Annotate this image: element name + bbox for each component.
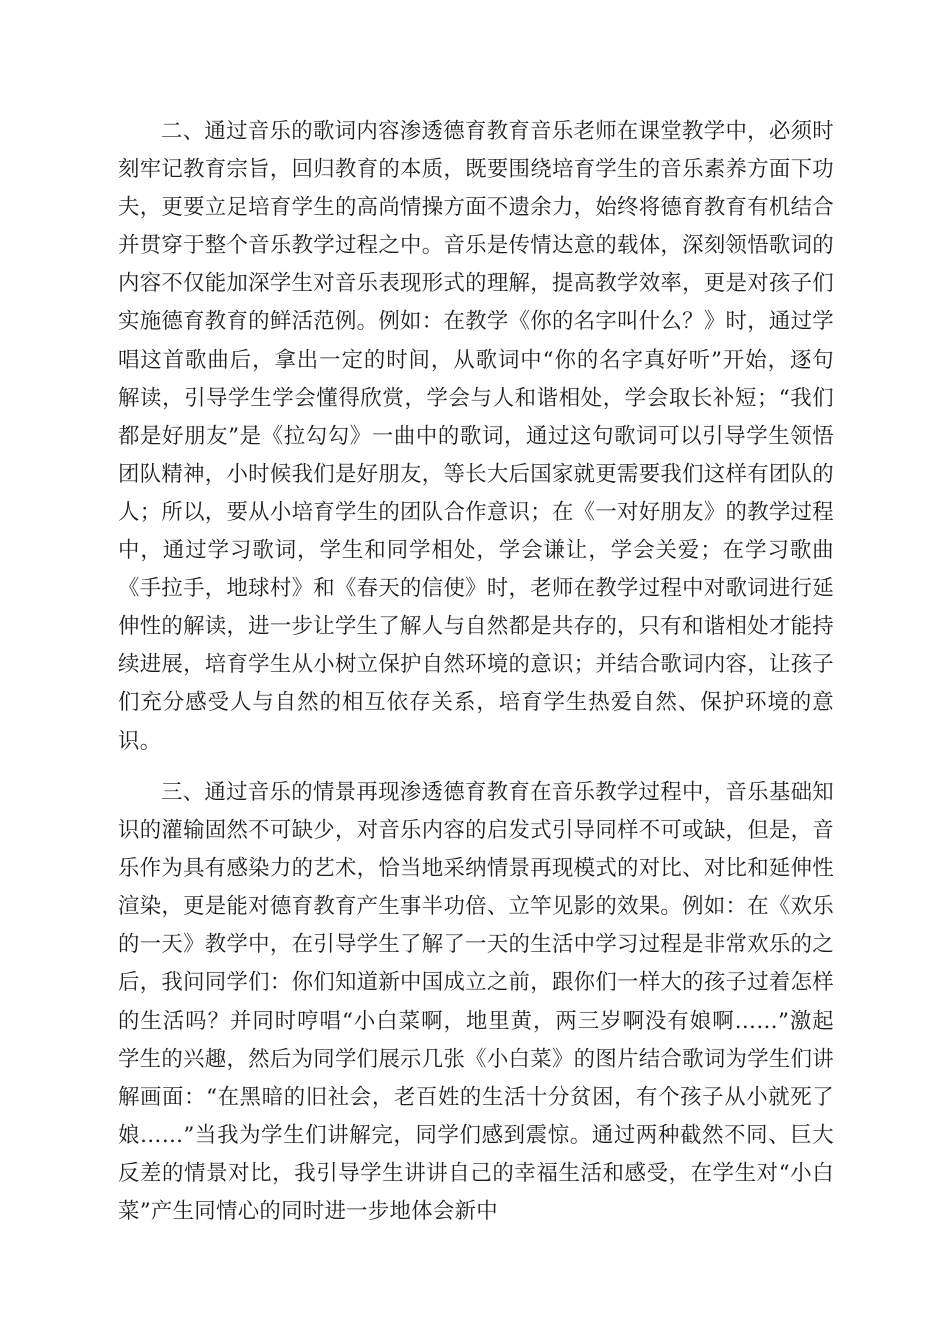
- paragraph-scene-reproduction-moral-education: 三、通过音乐的情景再现渗透德育教育在音乐教学过程中，音乐基础知识的灌输固然不可缺少，对音乐内容的启发式引导同样不可或缺，但是，音乐作为具有感染力的艺术，恰当地采纳情景再现模式的对比、对比和延伸性渲染，更是能对德育教育产生事半功倍、立竿见影的效果。例如：在《欢乐的一天》教学中，在引导学生了解了一天的生活中学习过程是非常欢乐的之后，我问同学们：你们知道新中国成立之前，跟你们一样大的孩子过着怎样的生活吗？并同时哼唱“小白菜啊，地里黄，两三岁啊没有娘啊……”激起学生的兴趣，然后为同学们展示几张《小白菜》的图片结合歌词为学生们讲解画面：“在黑暗的旧社会，老百姓的生活十分贫困，有个孩子从小就死了娘……”当我为学生们讲解完，同学们感到震惊。通过两种截然不同、巨大反差的情景对比，我引导学生讲讲自己的幸福生活和感受，在学生对“小白菜”产生同情心的同时进一步地体会新中: [118, 780, 834, 1225]
- paragraph-lyrics-moral-education: 二、通过音乐的歌词内容渗透德育教育音乐老师在课堂教学中，必须时刻牢记教育宗旨，回归教育的本质，既要围绕培育学生的音乐素养方面下功夫，更要立足培育学生的高尚情操方面不遗余力，始终将德育教育有机结合并贯穿于整个音乐教学过程之中。音乐是传情达意的载体，深刻领悟歌词的内容不仅能加深学生对音乐表现形式的理解，提高教学效率，更是对孩子们实施德育教育的鲜活范例。例如：在教学《你的名字叫什么？》时，通过学唱这首歌曲后，拿出一定的时间，从歌词中“你的名字真好听”开始，逐句解读，引导学生学会懂得欣赏，学会与人和谐相处，学会取长补短；“我们都是好朋友”是《拉勾勾》一曲中的歌词，通过这句歌词可以引导学生领悟团队精神，小时候我们是好朋友，等长大后国家就更需要我们这样有团队的人；所以，要从小培育学生的团队合作意识；在《一对好朋友》的教学过程中，通过学习歌词，学生和同学相处，学会谦让，学会关爱；在学习歌曲《手拉手，地球村》和《春天的信使》时，老师在教学过程中对歌词进行延伸性的解读，进一步让学生了解人与自然都是共存的，只有和谐相处才能持续进展，培育学生从小树立保护自然环境的意识；并结合歌词内容，让孩子们充分感受人与自然的相互依存关系，培育学生热爱自然、保护环境的意识。: [118, 119, 834, 754]
